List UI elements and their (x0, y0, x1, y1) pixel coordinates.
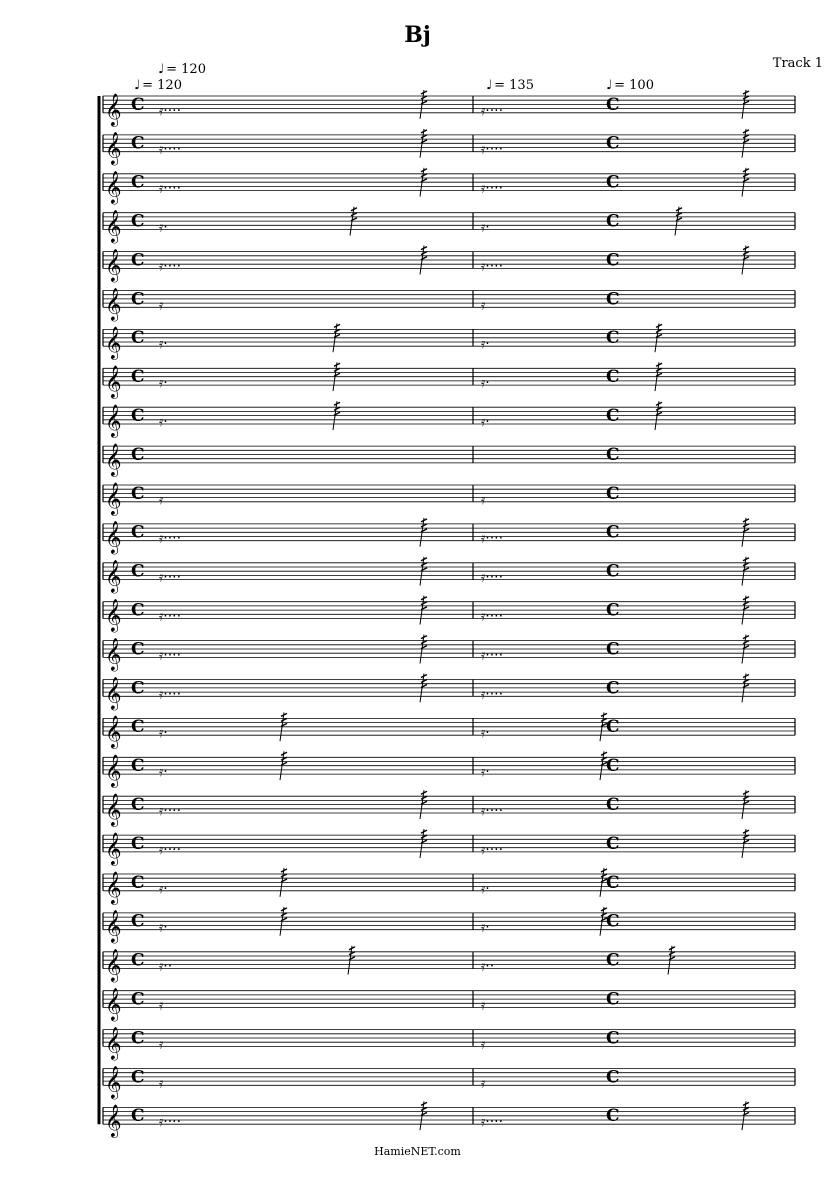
time-signature: C (131, 133, 145, 154)
staff (103, 946, 795, 983)
staff (103, 246, 795, 283)
note-flag (349, 952, 355, 955)
rest-symbol: 𝄿···· (481, 569, 504, 586)
time-signature: C (606, 133, 620, 154)
staff (103, 907, 795, 944)
rest-symbol: 𝄿···· (159, 530, 182, 547)
note-flag (421, 135, 427, 138)
note-flag (334, 407, 340, 410)
time-signature: C (606, 522, 620, 543)
treble-clef-icon: 𝄞 (105, 559, 122, 593)
treble-clef-icon: 𝄞 (105, 326, 122, 360)
rest-symbol: 𝄿···· (481, 180, 504, 197)
note-flag (743, 602, 749, 605)
treble-clef-icon: 𝄞 (105, 870, 122, 904)
rest-symbol: 𝄿 (481, 491, 486, 508)
tempo-mark-bar3: ♩ = 100 (606, 78, 654, 93)
rest-symbol: 𝄿· (159, 764, 168, 781)
staff (103, 518, 795, 555)
time-signature: C (606, 989, 620, 1010)
time-signature: C (131, 94, 145, 115)
time-signature: C (131, 289, 145, 310)
treble-clef-icon: 𝄞 (105, 520, 122, 554)
rest-symbol: 𝄿···· (159, 647, 182, 664)
note-flag (281, 874, 287, 877)
note-flag (743, 563, 749, 566)
note-flag (669, 952, 675, 955)
rest-symbol: 𝄿···· (159, 180, 182, 197)
treble-clef-icon: 𝄞 (105, 365, 122, 399)
treble-clef-icon: 𝄞 (105, 1026, 122, 1060)
time-signature: C (606, 1067, 620, 1088)
staff (103, 674, 795, 711)
note-flag (421, 174, 427, 177)
rest-symbol: 𝄿· (481, 764, 490, 781)
time-signature: C (131, 444, 145, 465)
time-signature: C (606, 833, 620, 854)
note-flag (676, 213, 682, 216)
treble-clef-icon: 𝄞 (105, 131, 122, 165)
rest-symbol: 𝄿 (481, 1075, 486, 1092)
note-flag (421, 680, 427, 683)
time-signature: C (131, 1067, 145, 1088)
note-flag (421, 524, 427, 527)
time-signature: C (131, 367, 145, 388)
time-signature: C (606, 1028, 620, 1049)
staff (103, 751, 795, 788)
staff (103, 129, 795, 166)
rest-symbol: 𝄿 (159, 1036, 164, 1053)
time-signature: C (131, 639, 145, 660)
time-signature: C (606, 444, 620, 465)
track-label: Track 1 (772, 56, 823, 71)
time-signature: C (131, 561, 145, 582)
time-signature: C (131, 756, 145, 777)
rest-symbol: 𝄿· (481, 375, 490, 392)
time-signature: C (606, 289, 620, 310)
rest-symbol: 𝄿···· (481, 686, 504, 703)
treble-clef-icon: 𝄞 (105, 92, 122, 126)
rest-symbol: 𝄿···· (481, 608, 504, 625)
rest-symbol: 𝄿· (159, 219, 168, 236)
rest-symbol: 𝄿· (481, 725, 490, 742)
rest-symbol: 𝄿···· (159, 1114, 182, 1131)
rest-symbol: 𝄿· (481, 336, 490, 353)
time-signature: C (131, 211, 145, 232)
rest-symbol: 𝄿···· (481, 102, 504, 119)
note-flag (421, 252, 427, 255)
time-signature: C (131, 172, 145, 193)
note-flag (421, 835, 427, 838)
time-signature: C (606, 717, 620, 738)
treble-clef-icon: 𝄞 (105, 481, 122, 515)
time-signature: C (606, 172, 620, 193)
treble-clef-icon: 𝄞 (105, 404, 122, 437)
staff (103, 90, 795, 127)
rest-symbol: 𝄿···· (481, 803, 504, 819)
treble-clef-icon: 𝄞 (105, 948, 122, 982)
staff (103, 1101, 795, 1138)
treble-clef-icon: 𝄞 (105, 442, 122, 476)
rest-symbol: 𝄿···· (159, 608, 182, 625)
staff (103, 557, 795, 594)
treble-clef-icon: 𝄞 (105, 715, 122, 749)
time-signature: C (131, 678, 145, 699)
time-signature: C (606, 561, 620, 582)
time-signature: C (131, 989, 145, 1010)
note-flag (743, 1107, 749, 1110)
treble-clef-icon: 𝄞 (105, 287, 122, 321)
staff (103, 1065, 795, 1099)
staff (103, 829, 795, 866)
time-signature: C (606, 1106, 620, 1127)
rest-symbol: 𝄿···· (159, 569, 182, 586)
rest-symbol: 𝄿 (481, 1036, 486, 1053)
note-flag (656, 368, 662, 371)
footer-credit: HamieNET.com (374, 1145, 461, 1158)
time-signature: C (131, 1106, 145, 1127)
note-flag (743, 96, 749, 99)
treble-clef-icon: 𝄞 (105, 248, 122, 282)
note-flag (743, 135, 749, 138)
note-flag (281, 757, 287, 760)
time-signature: C (131, 522, 145, 543)
staff (103, 168, 795, 205)
time-signature: C (606, 406, 620, 426)
staff (103, 635, 795, 672)
rest-symbol: 𝄿 (159, 491, 164, 508)
staff (103, 1026, 795, 1060)
rest-symbol: 𝄿· (481, 919, 490, 936)
time-signature: C (131, 600, 145, 621)
rest-symbol: 𝄿 (481, 997, 486, 1014)
staff (103, 287, 795, 321)
time-signature: C (131, 250, 145, 271)
staff (103, 323, 795, 360)
treble-clef-icon: 𝄞 (105, 909, 122, 943)
note-flag (421, 602, 427, 605)
rest-symbol: 𝄿· (159, 375, 168, 392)
rest-symbol: 𝄿 (159, 997, 164, 1014)
rest-symbol: 𝄿· (481, 219, 490, 236)
treble-clef-icon: 𝄞 (105, 676, 122, 710)
time-signature: C (131, 406, 145, 426)
time-signature: C (606, 639, 620, 660)
staff (103, 712, 795, 749)
note-flag (743, 641, 749, 644)
rest-symbol: 𝄿···· (159, 141, 182, 158)
time-signature: C (606, 950, 620, 971)
time-signature: C (131, 717, 145, 738)
tempo-mark-bar2: ♩ = 135 (486, 78, 534, 93)
rest-symbol: 𝄿· (481, 880, 490, 897)
staff (103, 596, 795, 633)
treble-clef-icon: 𝄞 (105, 1104, 122, 1138)
note-flag (743, 524, 749, 527)
staff (103, 401, 795, 438)
rest-symbol: 𝄿 (481, 297, 486, 314)
treble-clef-icon: 𝄞 (105, 831, 122, 865)
rest-symbol: 𝄿···· (159, 803, 182, 819)
note-flag (281, 718, 287, 721)
rest-symbol: 𝄿· (159, 919, 168, 936)
note-flag (656, 407, 662, 410)
score-title: Bj (404, 22, 431, 48)
time-signature: C (606, 328, 620, 349)
rest-symbol: 𝄿· (159, 336, 168, 353)
rest-symbol: 𝄿···· (481, 141, 504, 158)
time-signature: C (606, 756, 620, 777)
time-signature: C (131, 833, 145, 854)
treble-clef-icon: 𝄞 (105, 754, 122, 788)
note-flag (743, 796, 749, 799)
time-signature: C (606, 872, 620, 893)
time-signature: C (606, 367, 620, 388)
treble-clef-icon: 𝄞 (105, 209, 122, 243)
staff (103, 362, 795, 399)
note-flag (351, 213, 357, 216)
time-signature: C (606, 211, 620, 232)
note-flag (421, 796, 427, 799)
rest-symbol: 𝄿···· (481, 258, 504, 275)
staff (103, 868, 795, 905)
staff (103, 443, 795, 477)
note-flag (281, 913, 287, 916)
treble-clef-icon: 𝄞 (105, 793, 122, 826)
note-flag (421, 641, 427, 644)
rest-symbol: 𝄿·· (159, 958, 173, 975)
staff (103, 207, 795, 244)
staff (103, 790, 795, 827)
treble-clef-icon: 𝄞 (105, 598, 122, 632)
rest-symbol: 𝄿·· (481, 958, 495, 975)
treble-clef-icon: 𝄞 (105, 637, 122, 671)
rest-symbol: 𝄿···· (159, 841, 182, 858)
time-signature: C (606, 678, 620, 699)
note-flag (334, 368, 340, 371)
time-signature: C (606, 795, 620, 815)
rest-symbol: 𝄿···· (481, 841, 504, 858)
rest-symbol: 𝄿· (481, 414, 490, 430)
time-signature: C (131, 328, 145, 349)
note-flag (656, 329, 662, 332)
note-flag (743, 680, 749, 683)
time-signature: C (606, 600, 620, 621)
note-flag (421, 563, 427, 566)
tempo-mark-start: ♩ = 120 (134, 78, 182, 93)
treble-clef-icon: 𝄞 (105, 170, 122, 204)
quarter-note-icon: ♩ (486, 78, 493, 93)
time-signature: C (131, 1028, 145, 1049)
rest-symbol: 𝄿· (159, 880, 168, 897)
note-flag (743, 174, 749, 177)
rest-symbol: 𝄿 (159, 1075, 164, 1092)
time-signature: C (606, 94, 620, 115)
rest-symbol: 𝄿···· (159, 686, 182, 703)
time-signature: C (131, 911, 145, 932)
quarter-note-icon: ♩ (134, 78, 141, 93)
note-flag (743, 835, 749, 838)
rest-symbol: 𝄿· (159, 725, 168, 742)
time-signature: C (606, 911, 620, 932)
note-flag (421, 96, 427, 99)
time-signature: C (131, 872, 145, 893)
time-signature: C (131, 483, 145, 504)
treble-clef-icon: 𝄞 (105, 1065, 122, 1099)
rest-symbol: 𝄿···· (481, 647, 504, 664)
time-signature: C (606, 250, 620, 271)
treble-clef-icon: 𝄞 (105, 987, 122, 1021)
quarter-note-icon: ♩ (606, 78, 613, 93)
time-signature: C (131, 795, 145, 815)
staff (103, 988, 795, 1022)
staff (103, 482, 795, 516)
rest-symbol: 𝄿···· (481, 1114, 504, 1131)
tempo-mark-upper: ♩ = 120 (158, 62, 206, 77)
note-flag (334, 329, 340, 332)
rest-symbol: 𝄿 (159, 297, 164, 314)
rest-symbol: 𝄿···· (481, 530, 504, 547)
note-flag (743, 252, 749, 255)
rest-symbol: 𝄿···· (159, 102, 182, 119)
rest-symbol: 𝄿···· (159, 258, 182, 275)
note-flag (421, 1107, 427, 1110)
quarter-note-icon: ♩ (158, 62, 165, 77)
time-signature: C (606, 483, 620, 504)
time-signature: C (131, 950, 145, 971)
rest-symbol: 𝄿· (159, 414, 168, 430)
